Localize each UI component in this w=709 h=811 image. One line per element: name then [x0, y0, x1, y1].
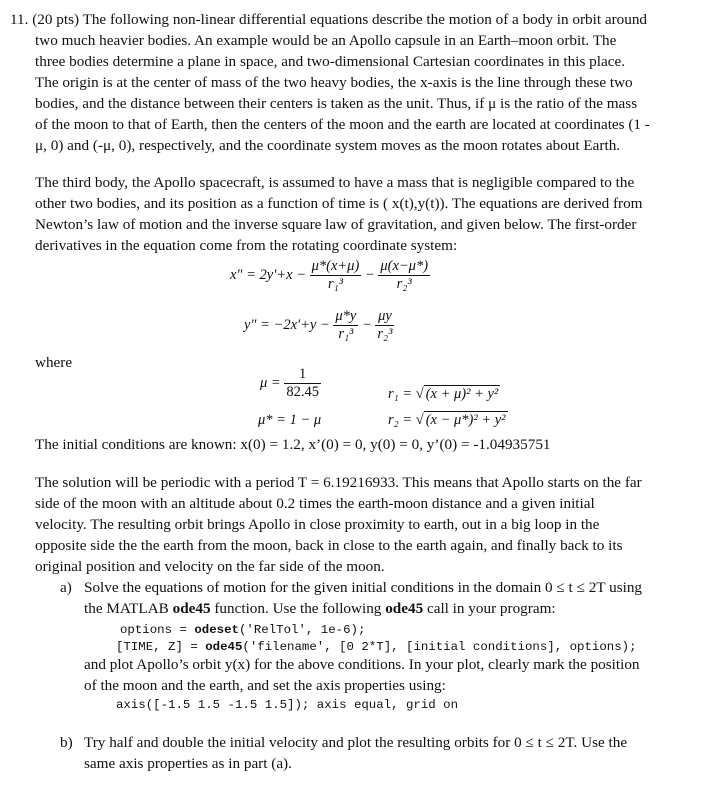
para-line: The solution will be periodic with a period T = 6.19216933. This means that Apollo starts on the far — [35, 474, 642, 491]
part-b-label: b) — [60, 734, 73, 751]
code-axis: axis([-1.5 1.5 -1.5 1.5]); axis equal, grid on — [116, 698, 459, 712]
para-line: The third body, the Apollo spacecraft, is assumed to have a mass that is negligible compared to the — [35, 174, 635, 191]
para-line: velocity. The resulting orbit brings Apollo in close proximity to earth, out in a big loop in the — [35, 516, 600, 533]
eq-y-minus: − — [361, 316, 372, 333]
eq-y-lhs: y" = −2x'+y − — [244, 316, 330, 333]
para-line: derivatives in the equation come from the rotating coordinate system: — [35, 237, 458, 254]
intro-line: bodies, and the distance between their centers is taken as the unit. Thus, if μ is the ratio of the mass — [35, 95, 638, 112]
initial-conditions: The initial conditions are known: x(0) = 1.2, x’(0) = 0, y(0) = 0, y’(0) = -1.04935751 — [35, 436, 551, 453]
r1-radicand: (x + μ)² + y² — [425, 386, 499, 402]
intro-line: two much heavier bodies. An example would be an Apollo capsule in an Earth–moon orbit. The — [35, 32, 617, 49]
para-line: other two bodies, and its position as a function of time is ( x(t),y(t)). The equations are derived from — [35, 195, 643, 212]
sqrt-icon: √ — [415, 386, 424, 402]
part-b-line: Try half and double the initial velocity and plot the resulting orbits for 0 ≤ t ≤ 2T. Use the — [84, 734, 628, 751]
eq-x-num2: μ(x−μ*) — [380, 258, 429, 274]
mu-den: 82.45 — [286, 384, 319, 400]
odeset-keyword: odeset — [194, 623, 239, 637]
eq-y-den2: r₂³ — [377, 326, 393, 342]
r2-definition — [388, 412, 508, 429]
part-a-line: and plot Apollo’s orbit y(x) for the above conditions. In your plot, clearly mark the position — [84, 656, 640, 673]
code-span: options = — [120, 623, 195, 637]
code-odeset — [120, 621, 365, 639]
equation-y — [244, 308, 394, 343]
eq-x-den2: r₂³ — [378, 275, 430, 293]
r2-radicand: (x − μ*)² + y² — [425, 412, 506, 428]
r1-lhs: r₁ = — [388, 386, 413, 402]
r2-lhs: r₂ = — [388, 412, 413, 428]
intro-line: μ, 0) and (-μ, 0), respectively, and the coordinate system moves as the moon rotates about Earth. — [35, 137, 621, 154]
part-a-line — [84, 600, 556, 618]
para-line: opposite side the the earth from the moon, back in close to the earth again, and finally back to its — [35, 537, 623, 554]
para-line: original position and velocity on the far side of the moon. — [35, 558, 385, 575]
intro-line: three bodies determine a plane in space, and two-dimensional Cartesian coordinates in this place. — [35, 53, 626, 70]
mustar-definition: μ* = 1 − μ — [258, 412, 322, 428]
para-line: Newton’s law of motion and the inverse square law of gravitation, and given below. The first-order — [35, 216, 637, 233]
sqrt-icon: √ — [415, 412, 424, 428]
code-span: ('filename', [0 2*T], [initial conditions], options); — [242, 640, 637, 654]
part-b-line: same axis properties as in part (a). — [84, 755, 292, 772]
eq-y-num2: μy — [378, 308, 392, 324]
code-span: [TIME, Z] = — [116, 640, 206, 654]
intro-line: The origin is at the center of mass of the two heavy bodies, the x-axis is the line through these two — [35, 74, 633, 91]
text-span: call in your program: — [423, 600, 556, 617]
intro-line: of the moon to that of Earth, then the centers of the moon and the earth are located at coordinates (1 - — [35, 116, 650, 133]
eq-x-minus: − — [364, 266, 375, 283]
part-a-label: a) — [60, 579, 72, 596]
eq-y-den1: r₁³ — [333, 325, 358, 343]
eq-x-lhs: x" = 2y'+x − — [230, 266, 306, 283]
intro-line: 11. (20 pts) The following non-linear differential equations describe the motion of a body in orbit around — [10, 11, 648, 28]
code-ode45 — [116, 638, 637, 656]
ode45-keyword: ode45 — [172, 600, 211, 617]
para-line: side of the moon with an altitude about 0.2 times the earth-moon distance and a given initial — [35, 495, 595, 512]
part-a-line: of the moon and the earth, and set the axis properties using: — [84, 677, 446, 694]
ode45-keyword: ode45 — [385, 600, 424, 617]
equation-x — [230, 258, 430, 293]
eq-x-num1: μ*(x+μ) — [311, 258, 360, 274]
code-span: ('RelTol', 1e-6); — [238, 623, 366, 637]
text-span: function. Use the following — [210, 600, 386, 617]
eq-x-den1: r₁³ — [310, 275, 362, 293]
r1-definition — [388, 386, 500, 403]
part-a-line: Solve the equations of motion for the given initial conditions in the domain 0 ≤ t ≤ 2T using — [84, 579, 643, 596]
eq-y-num1: μ*y — [335, 308, 357, 324]
mu-lhs: μ = — [260, 374, 281, 391]
where-label: where — [35, 354, 73, 371]
mu-definition — [260, 366, 321, 401]
ode45-keyword: ode45 — [205, 640, 243, 654]
mu-num: 1 — [299, 366, 307, 382]
text-span: the MATLAB — [84, 600, 173, 617]
